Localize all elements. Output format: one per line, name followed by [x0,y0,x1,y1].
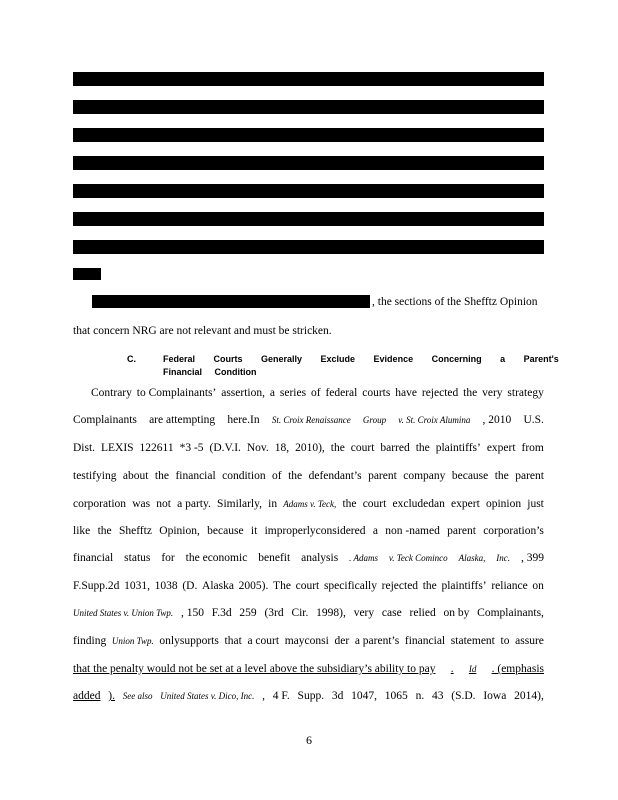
text-token: benefit [258,552,291,564]
section-heading-line1: Federal Courts Generally Exclude Evidence Concerning a Parent's [163,354,559,364]
text-token: 1031, [124,580,150,592]
text-token: Dist. [73,442,96,454]
redaction-bar [73,72,544,86]
text-token: on by [443,607,470,619]
text-token: specifically [323,580,377,592]
redaction-bar [73,184,544,198]
redaction-bar [73,240,544,254]
text-token: United States v. Dico, Inc. [160,691,255,701]
text-token: Id [468,664,477,674]
text-token: company [403,470,446,482]
text-token: testifying [73,470,117,482]
text-token: , 399 [520,552,544,564]
text-token: Group [362,415,387,425]
text-token: Union Twp. [111,636,154,646]
text-token: Inc. [496,553,511,563]
text-token: on [532,580,544,592]
text-token: expert [486,442,516,454]
text-token: v. Teck Cominco [388,553,448,563]
text-token: financial [175,470,216,482]
text-token: the [154,470,169,482]
text-token: non -named [385,525,440,537]
text-token: See also [122,691,153,701]
text-token: 2010), [295,442,325,454]
para1-line2: that concern NRG are not relevant and must be stricken. [73,325,332,337]
text-token: the [97,525,112,537]
text-token: United States v. Union Twp. [73,608,174,618]
text-token: reliance [491,580,528,592]
text-token: 1065 [384,690,408,702]
text-token: 18, [274,442,290,454]
text-token: der [334,635,350,647]
text-token: the [330,442,345,454]
text-token: in [268,498,278,510]
text-token: the [494,470,509,482]
text-token: because [451,470,489,482]
text-token: that the penalty would not be set at a level above the subsidiary’s ability to pay [73,663,436,675]
text-token: the [342,498,357,510]
text-token: Contrary [91,387,132,399]
text-token: barred [380,442,410,454]
text-token: Similarly, [217,498,262,510]
text-token: Adams v. Teck, [283,499,337,509]
text-token: 4 F. [272,690,290,702]
text-token: *3 -5 [179,442,204,454]
text-line [73,551,544,565]
text-line [91,386,544,400]
text-token: Alaska, [458,553,486,563]
redaction-bar [73,268,101,280]
text-token: are attempting [149,414,216,426]
text-token: have [395,387,417,399]
text-token: onlysupports [159,635,219,647]
text-line [372,295,544,309]
text-token: very [482,387,503,399]
text-token: the [422,580,437,592]
text-token: LEXIS [101,442,134,454]
text-token: very [353,607,375,619]
text-token: 3d [331,690,344,702]
text-line [73,413,544,427]
text-token: Alaska [202,580,234,592]
text-token: a court [247,635,280,647]
text-token: just [527,498,544,510]
text-token: to [500,635,510,647]
text-token: Nov. [246,442,269,454]
text-token: series [279,387,307,399]
text-token: statement [450,635,495,647]
text-token: St. Croix Renaissance [271,415,351,425]
text-token: financial [73,552,114,564]
text-token: 122611 [139,442,174,454]
redaction-bar [73,212,544,226]
text-token: Complainants [73,414,137,426]
text-token: . Adams [349,553,378,563]
text-token: analysis [301,552,339,564]
text-token: F.Supp.2d [73,580,120,592]
text-token: plaintiffs’ [441,580,487,592]
text-token: a [269,387,275,399]
text-token: strategy [507,387,544,399]
text-token: 259 [239,607,257,619]
text-line [73,606,544,620]
page-number: 6 [306,733,312,747]
text-token: condition [222,470,266,482]
text-token: the [463,387,478,399]
text-token: , [262,690,265,702]
text-token: to Complainants’ [136,387,217,399]
text-token: rejected [381,580,419,592]
text-token: improperlyconsidered [264,525,366,537]
text-token: added [73,690,101,702]
text-token: a parent’s [354,635,400,647]
text-token: the [288,470,303,482]
redaction-bar [92,295,370,308]
text-token: 2005). [238,580,269,592]
text-token: , 150 [180,607,204,619]
text-token: a [372,525,378,537]
text-token: corporation’s [483,525,544,537]
text-token: that [224,635,242,647]
text-token: plaintiffs’ [435,442,481,454]
text-token: 1047, [351,690,378,702]
text-token: excludedan [392,498,445,510]
text-token: . (emphasis [491,663,544,675]
redaction-bar [73,100,544,114]
text-token: court [295,580,320,592]
text-token: 2014), [514,690,544,702]
text-token: court [362,498,387,510]
redaction-bar [73,128,544,142]
text-token: The [273,580,291,592]
text-token: Shefftz [118,525,152,537]
text-line [73,579,544,593]
text-token: ). [108,690,115,702]
text-token: (D.V.I. [209,442,241,454]
text-token: Complainants, [477,607,544,619]
text-token: (D. [182,580,198,592]
para1-tail: , the sections of the Shefftz Opinion [372,296,538,308]
text-token: Cir. [291,607,309,619]
text-token: , 2010 [482,414,512,426]
text-token: the economic [185,552,248,564]
text-token: Opinion, [159,525,200,537]
text-token: F.3d [211,607,232,619]
section-heading-line2: Financial Condition [163,367,257,377]
text-line [73,634,544,648]
text-token: n. [415,690,425,702]
text-line [73,441,544,455]
text-token: the [415,442,430,454]
text-token: of [272,470,282,482]
text-token: like [73,525,91,537]
text-token: expert [451,498,480,510]
text-line [73,324,544,338]
text-token: opinion [485,498,522,510]
text-token: Iowa [483,690,507,702]
text-token: . [450,663,454,675]
text-token: about [122,470,149,482]
redaction-bar [73,156,544,170]
text-token: relied [409,607,436,619]
text-token: assertion, [221,387,265,399]
text-token: rejected [421,387,459,399]
text-token: parent [447,525,476,537]
text-line [73,524,544,538]
text-token: case [381,607,402,619]
text-token: courts [362,387,391,399]
text-token: assure [515,635,544,647]
text-token: Supp. [297,690,325,702]
text-token: U.S. [523,414,544,426]
text-token: corporation [73,498,127,510]
text-line [73,469,544,483]
text-line [73,689,544,703]
text-token: status [124,552,151,564]
text-token: defendant’s [308,470,362,482]
text-token: not [156,498,171,510]
text-token: parent [515,470,544,482]
text-token: (3rd [264,607,284,619]
text-line [73,662,544,676]
text-token: here.In [227,414,260,426]
text-token: mayconsi [284,635,329,647]
text-token: financial [404,635,446,647]
text-token: for [161,552,175,564]
text-token: 1998), [316,607,346,619]
text-token: of [310,387,321,399]
text-token: federal [325,387,358,399]
text-token: (S.D. [451,690,476,702]
text-token: v. St. Croix Alumina [398,415,471,425]
text-token: court [350,442,375,454]
text-token: 43 [431,690,444,702]
text-token: was [132,498,151,510]
text-token: it [250,525,258,537]
text-line [73,497,544,511]
text-token: from [521,442,544,454]
text-token: because [207,525,244,537]
text-token: 1038 [154,580,178,592]
text-token: a party. [177,498,211,510]
text-token: finding [73,635,107,647]
section-letter: C. [127,354,136,364]
text-token: parent [368,470,397,482]
